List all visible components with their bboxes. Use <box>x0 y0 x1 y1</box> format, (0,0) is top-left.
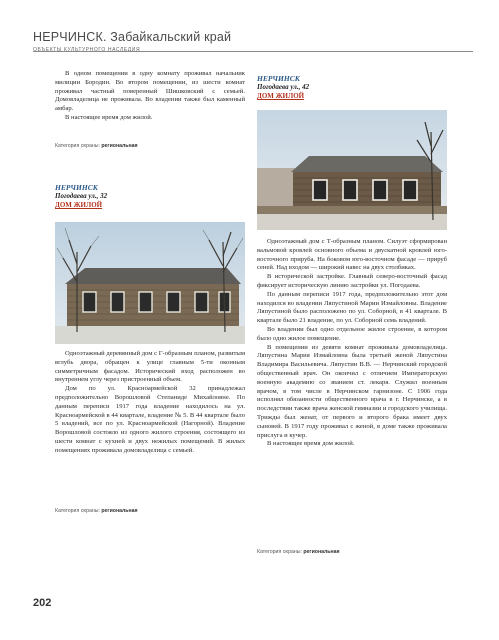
header-rule <box>33 51 473 52</box>
house-32-photo <box>55 222 245 344</box>
page-title: НЕРЧИНСК. Забайкальский край <box>33 30 232 44</box>
description-paragraph: Дом по ул. Красноармейской 32 принадлежал предположительно Ворошловой Степаниде Михайловне. По данным переписи 1917 года владение находилось на ул. Красноармейской в 44 квартале, владение № 5. В 44 квартале было 5 владений, все по ул. Красноармейской (Нагорной). Владение Ворошловой состояло из одного жилого строения, состоящего из шести комнат с кухней и двух нежилых помещений. В жилых помещениях проживала домовладелица с семьей. <box>55 385 245 454</box>
category-value: региональная <box>303 549 340 555</box>
category-label: Категория охраны: <box>257 549 302 555</box>
object-32-heading <box>55 183 245 210</box>
object-42-heading <box>257 74 447 101</box>
object-street: Погодаева ул., 42 <box>257 83 310 91</box>
description-paragraph: В помещении из девяти комнат проживала домовладелица. Ляпустина Мария Измайловна была третьей женой Ляпустина Владимира Васильевича. Ляпустин В.В. — Нерчинский городской общественный врач. Он окончил с отличием Императорскую военную академию со званием ст. лекаря. Служил военным врачом, в том числе в Нерчинском гарнизоне. С 1906 года исполнял обязанности общественного врача в г. Нерчинске, а в последствии также врача женской гимназии и городского училища. Трижды был женат, от первого и второго брака имеет двух сыновей. В 1917 году проживал с женой, в доме также проживала прислуга и кучер. <box>257 343 447 439</box>
page-header <box>33 30 473 53</box>
object-type: ДОМ ЖИЛОЙ <box>257 92 305 100</box>
object-city: НЕРЧИНСК <box>55 183 98 192</box>
object-42-category <box>257 549 447 555</box>
category-value: региональная <box>101 143 138 149</box>
intro-category <box>55 143 245 149</box>
category-label: Категория охраны: <box>55 508 100 514</box>
description-paragraph: Одноэтажный деревянный дом с Г-образным планом, развитым вглубь двора, обращен к улице главным 5-ти оконным симметричным фасадом. Исторический вход расположен во внутреннем углу через пристроенный объем. <box>55 350 245 384</box>
object-32-category <box>55 508 245 514</box>
intro-paragraph: В одном помещении в одну комнату проживал начальник милиции Бородин. Во втором помещении, из шести комнат проживал частный поверенный Шишковский с семьей. Домовладелица не проживала. Во владении также был каменный амбар. <box>55 70 245 113</box>
house-42-photo <box>257 110 447 230</box>
intro-text <box>55 70 245 123</box>
object-type: ДОМ ЖИЛОЙ <box>55 201 103 209</box>
object-street: Погодаева ул., 32 <box>55 192 108 200</box>
category-label: Категория охраны: <box>55 143 100 149</box>
description-paragraph: В исторической застройке. Главный северо-восточный фасад фиксирует историческую линию застройки ул. Погодаева. <box>257 273 447 289</box>
object-42-description <box>257 238 447 449</box>
intro-paragraph: В настоящее время дом жилой. <box>65 113 153 121</box>
object-32-description <box>55 350 245 456</box>
object-city: НЕРЧИНСК <box>257 74 300 83</box>
page-subtitle: ОБЪЕКТЫ КУЛЬТУРНОГО НАСЛЕДИЯ <box>33 47 141 53</box>
house-42-illustration <box>257 110 447 230</box>
description-paragraph: По данным переписи 1917 года, предположительно этот дом находился во владении Ляпустиной Марии Измайловны. Владение Ляпустиной было расположено по ул. Соборной, в 41 квартале. В квартале было 21 владение, по ул. Соборной семь владений. <box>257 290 447 325</box>
page-number: 202 <box>33 597 52 609</box>
description-paragraph: В настоящее время дом жилой. <box>267 440 355 448</box>
description-paragraph: Во владении был одно отдельное жилое строение, в котором было одно жилое помещение. <box>257 325 447 342</box>
category-value: региональная <box>101 508 138 514</box>
description-paragraph: Одноэтажный дом с Т-образным планом. Силуэт сформирован вальмовой кровлей основного объема и двускатной кровлей юго-восточного прируба. На боковом юго-восточном фасаде — прируб сеней. Над входом — широкий навес на двух столбиках. <box>257 238 447 272</box>
house-32-illustration <box>55 222 245 344</box>
